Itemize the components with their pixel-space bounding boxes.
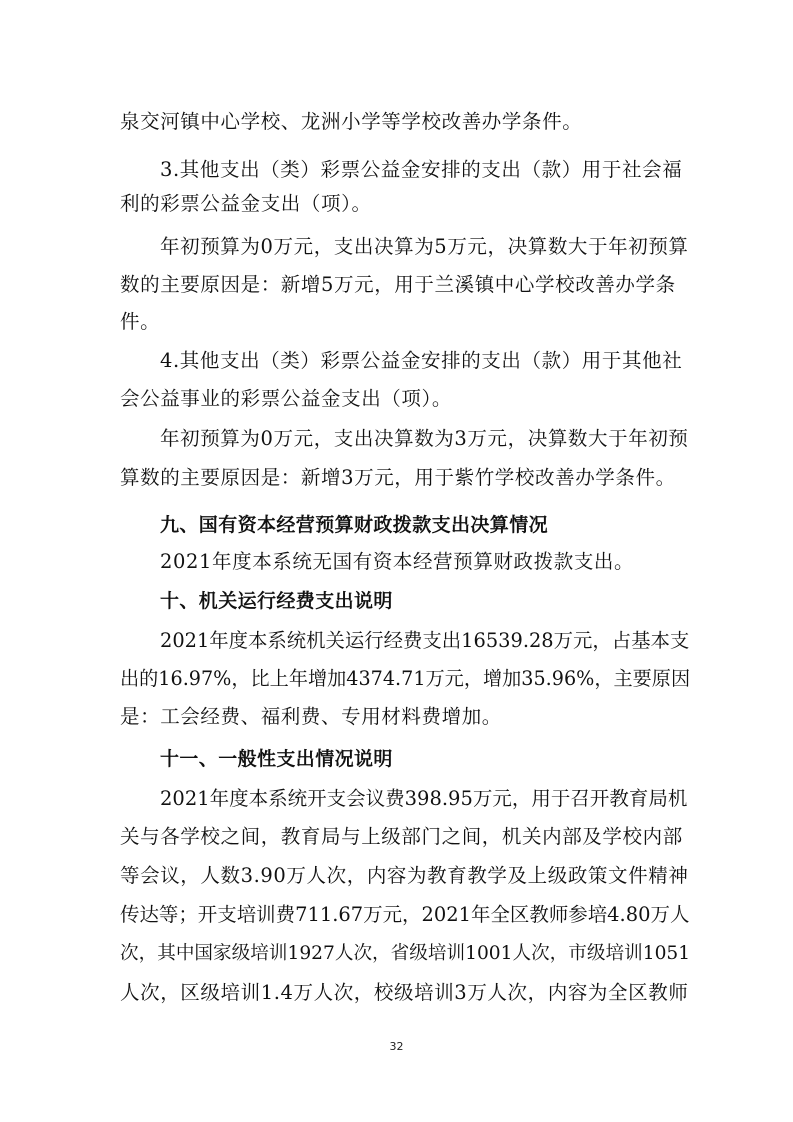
- body-line: 3.其他支出（类）彩票公益金安排的支出（款）用于社会福: [160, 158, 683, 181]
- body-line: 出的16.97%，比上年增加4374.71万元，增加35.96%，主要原因: [120, 667, 691, 690]
- body-line: 利的彩票公益金支出（项）。: [120, 192, 372, 215]
- body-line: 2021年度本系统机关运行经费支出16539.28万元，占基本支: [160, 629, 690, 652]
- body-line: 传达等；开支培训费711.67万元，2021年全区教师参培4.80万人: [120, 903, 690, 926]
- body-line: 人次，区级培训1.4万人次，校级培训3万人次，内容为全区教师: [120, 981, 689, 1004]
- body-line: 等会议，人数3.90万人次，内容为教育教学及上级政策文件精神: [120, 864, 689, 887]
- body-line: 数的主要原因是：新增5万元，用于兰溪镇中心学校改善办学条: [120, 273, 676, 296]
- body-line: 件。: [120, 310, 161, 333]
- body-line: 算数的主要原因是：新增3万元，用于紫竹学校改善办学条件。: [120, 466, 676, 489]
- body-line: 2021年度本系统无国有资本经营预算财政拨款支出。: [160, 550, 635, 573]
- body-line: 关与各学校之间，教育局与上级部门之间，机关内部及学校内部: [120, 825, 683, 848]
- page-number: 32: [389, 1040, 404, 1053]
- body-line: 泉交河镇中心学校、龙洲小学等学校改善办学条件。: [120, 110, 583, 133]
- section-heading: 十一、一般性支出情况说明: [160, 748, 393, 770]
- section-heading: 十、机关运行经费支出说明: [160, 590, 393, 612]
- section-heading: 九、国有资本经营预算财政拨款支出决算情况: [160, 514, 549, 536]
- body-line: 次，其中国家级培训1927人次，省级培训1001人次，市级培训1051: [120, 943, 691, 964]
- body-line: 4.其他支出（类）彩票公益金安排的支出（款）用于其他社: [160, 349, 683, 372]
- body-line: 是：工会经费、福利费、专用材料费增加。: [120, 705, 502, 728]
- body-line: 年初预算为0万元，支出决算数为3万元，决算数大于年初预: [160, 427, 689, 450]
- body-line: 2021年度本系统开支会议费398.95万元，用于召开教育局机: [160, 787, 688, 810]
- body-line: 年初预算为0万元，支出决算为5万元，决算数大于年初预算: [160, 235, 689, 258]
- body-line: 会公益事业的彩票公益金支出（项）。: [120, 387, 452, 410]
